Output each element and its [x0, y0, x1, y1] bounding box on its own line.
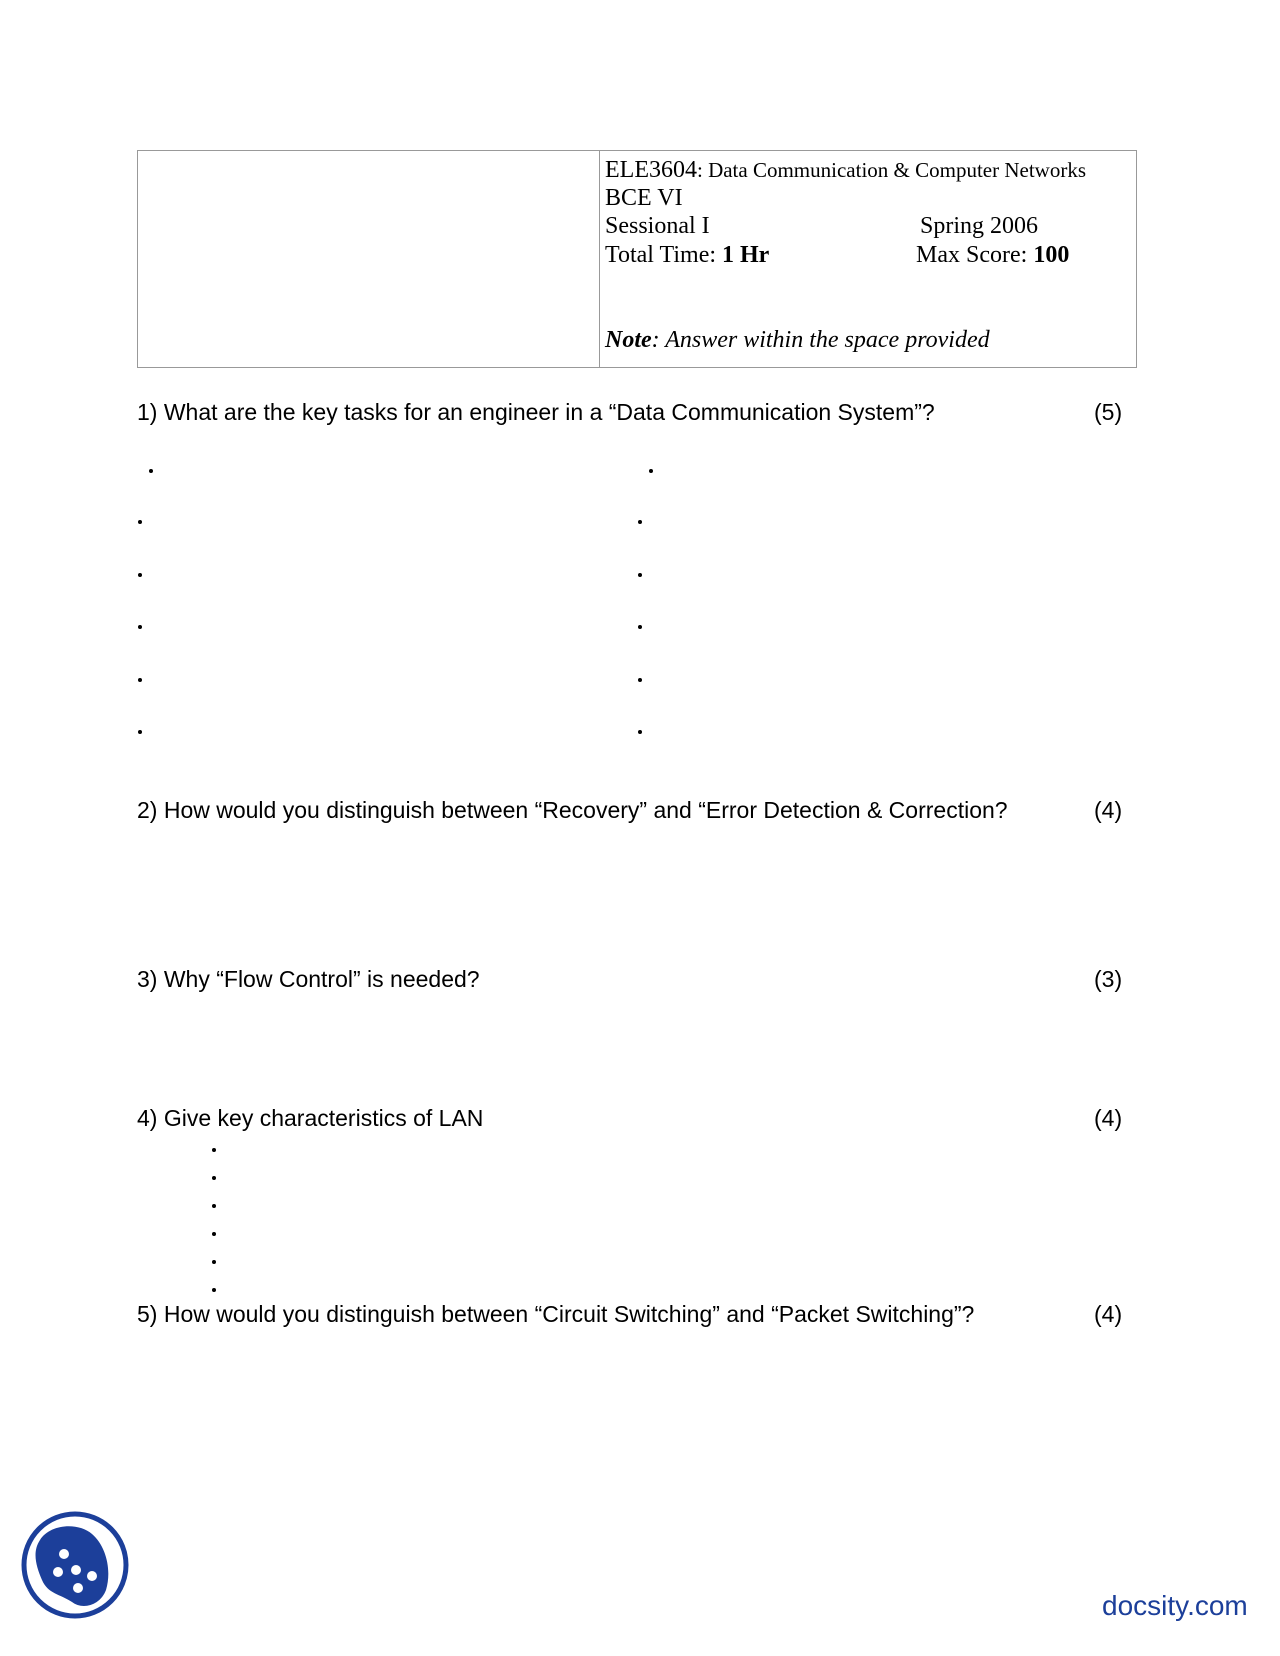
- total-time-label: Total Time:: [605, 242, 723, 268]
- exam-term: Spring 2006: [920, 213, 1039, 239]
- answer-bullet: [638, 520, 642, 524]
- answer-bullet: [212, 1176, 216, 1180]
- question-4-points: (4): [1094, 1105, 1123, 1131]
- total-time-value: 1 Hr: [722, 242, 770, 268]
- max-score-value: 100: [1033, 242, 1070, 268]
- course-code: ELE3604: [605, 157, 697, 183]
- note-label: Note: [605, 327, 652, 353]
- docsity-brand-link[interactable]: docsity.com: [1102, 1590, 1248, 1621]
- header-divider: [599, 151, 600, 367]
- answer-bullet: [649, 469, 653, 473]
- answer-bullet: [138, 730, 142, 734]
- answer-bullet: [212, 1288, 216, 1292]
- answer-bullet: [212, 1204, 216, 1208]
- docsity-logo-icon: [20, 1510, 130, 1620]
- answer-bullet: [638, 730, 642, 734]
- answer-bullet: [638, 678, 642, 682]
- exam-header-table: [137, 150, 1137, 368]
- question-4: 4) Give key characteristics of LAN: [137, 1105, 484, 1131]
- answer-bullet: [138, 678, 142, 682]
- question-1: 1) What are the key tasks for an engineer in a “Data Communication System”?: [137, 399, 935, 425]
- answer-bullet: [638, 625, 642, 629]
- question-5-points: (4): [1094, 1301, 1123, 1327]
- question-3-points: (3): [1094, 966, 1123, 992]
- answer-bullet: [138, 520, 142, 524]
- note-text: : Answer within the space provided: [651, 327, 990, 353]
- question-1-points: (5): [1094, 399, 1123, 425]
- answer-bullet: [149, 469, 153, 473]
- total-time: [605, 242, 769, 269]
- max-score: [916, 242, 1069, 269]
- question-5: 5) How would you distinguish between “Circuit Switching” and “Packet Switching”?: [137, 1301, 975, 1327]
- exam-name: Sessional I: [605, 213, 710, 239]
- question-2-points: (4): [1094, 797, 1123, 823]
- answer-bullet: [212, 1232, 216, 1236]
- answer-bullet: [138, 573, 142, 577]
- answer-bullet: [638, 573, 642, 577]
- course-title: : Data Communication & Computer Networks: [696, 158, 1087, 182]
- question-3: 3) Why “Flow Control” is needed?: [137, 966, 480, 992]
- answer-bullet: [138, 625, 142, 629]
- max-score-label: Max Score:: [916, 242, 1034, 268]
- note: [605, 327, 990, 354]
- answer-bullet: [212, 1260, 216, 1264]
- program: BCE VI: [605, 185, 683, 211]
- course-line: [605, 157, 1086, 184]
- answer-bullet: [212, 1148, 216, 1152]
- question-2: 2) How would you distinguish between “Recovery” and “Error Detection & Correction?: [137, 797, 1008, 823]
